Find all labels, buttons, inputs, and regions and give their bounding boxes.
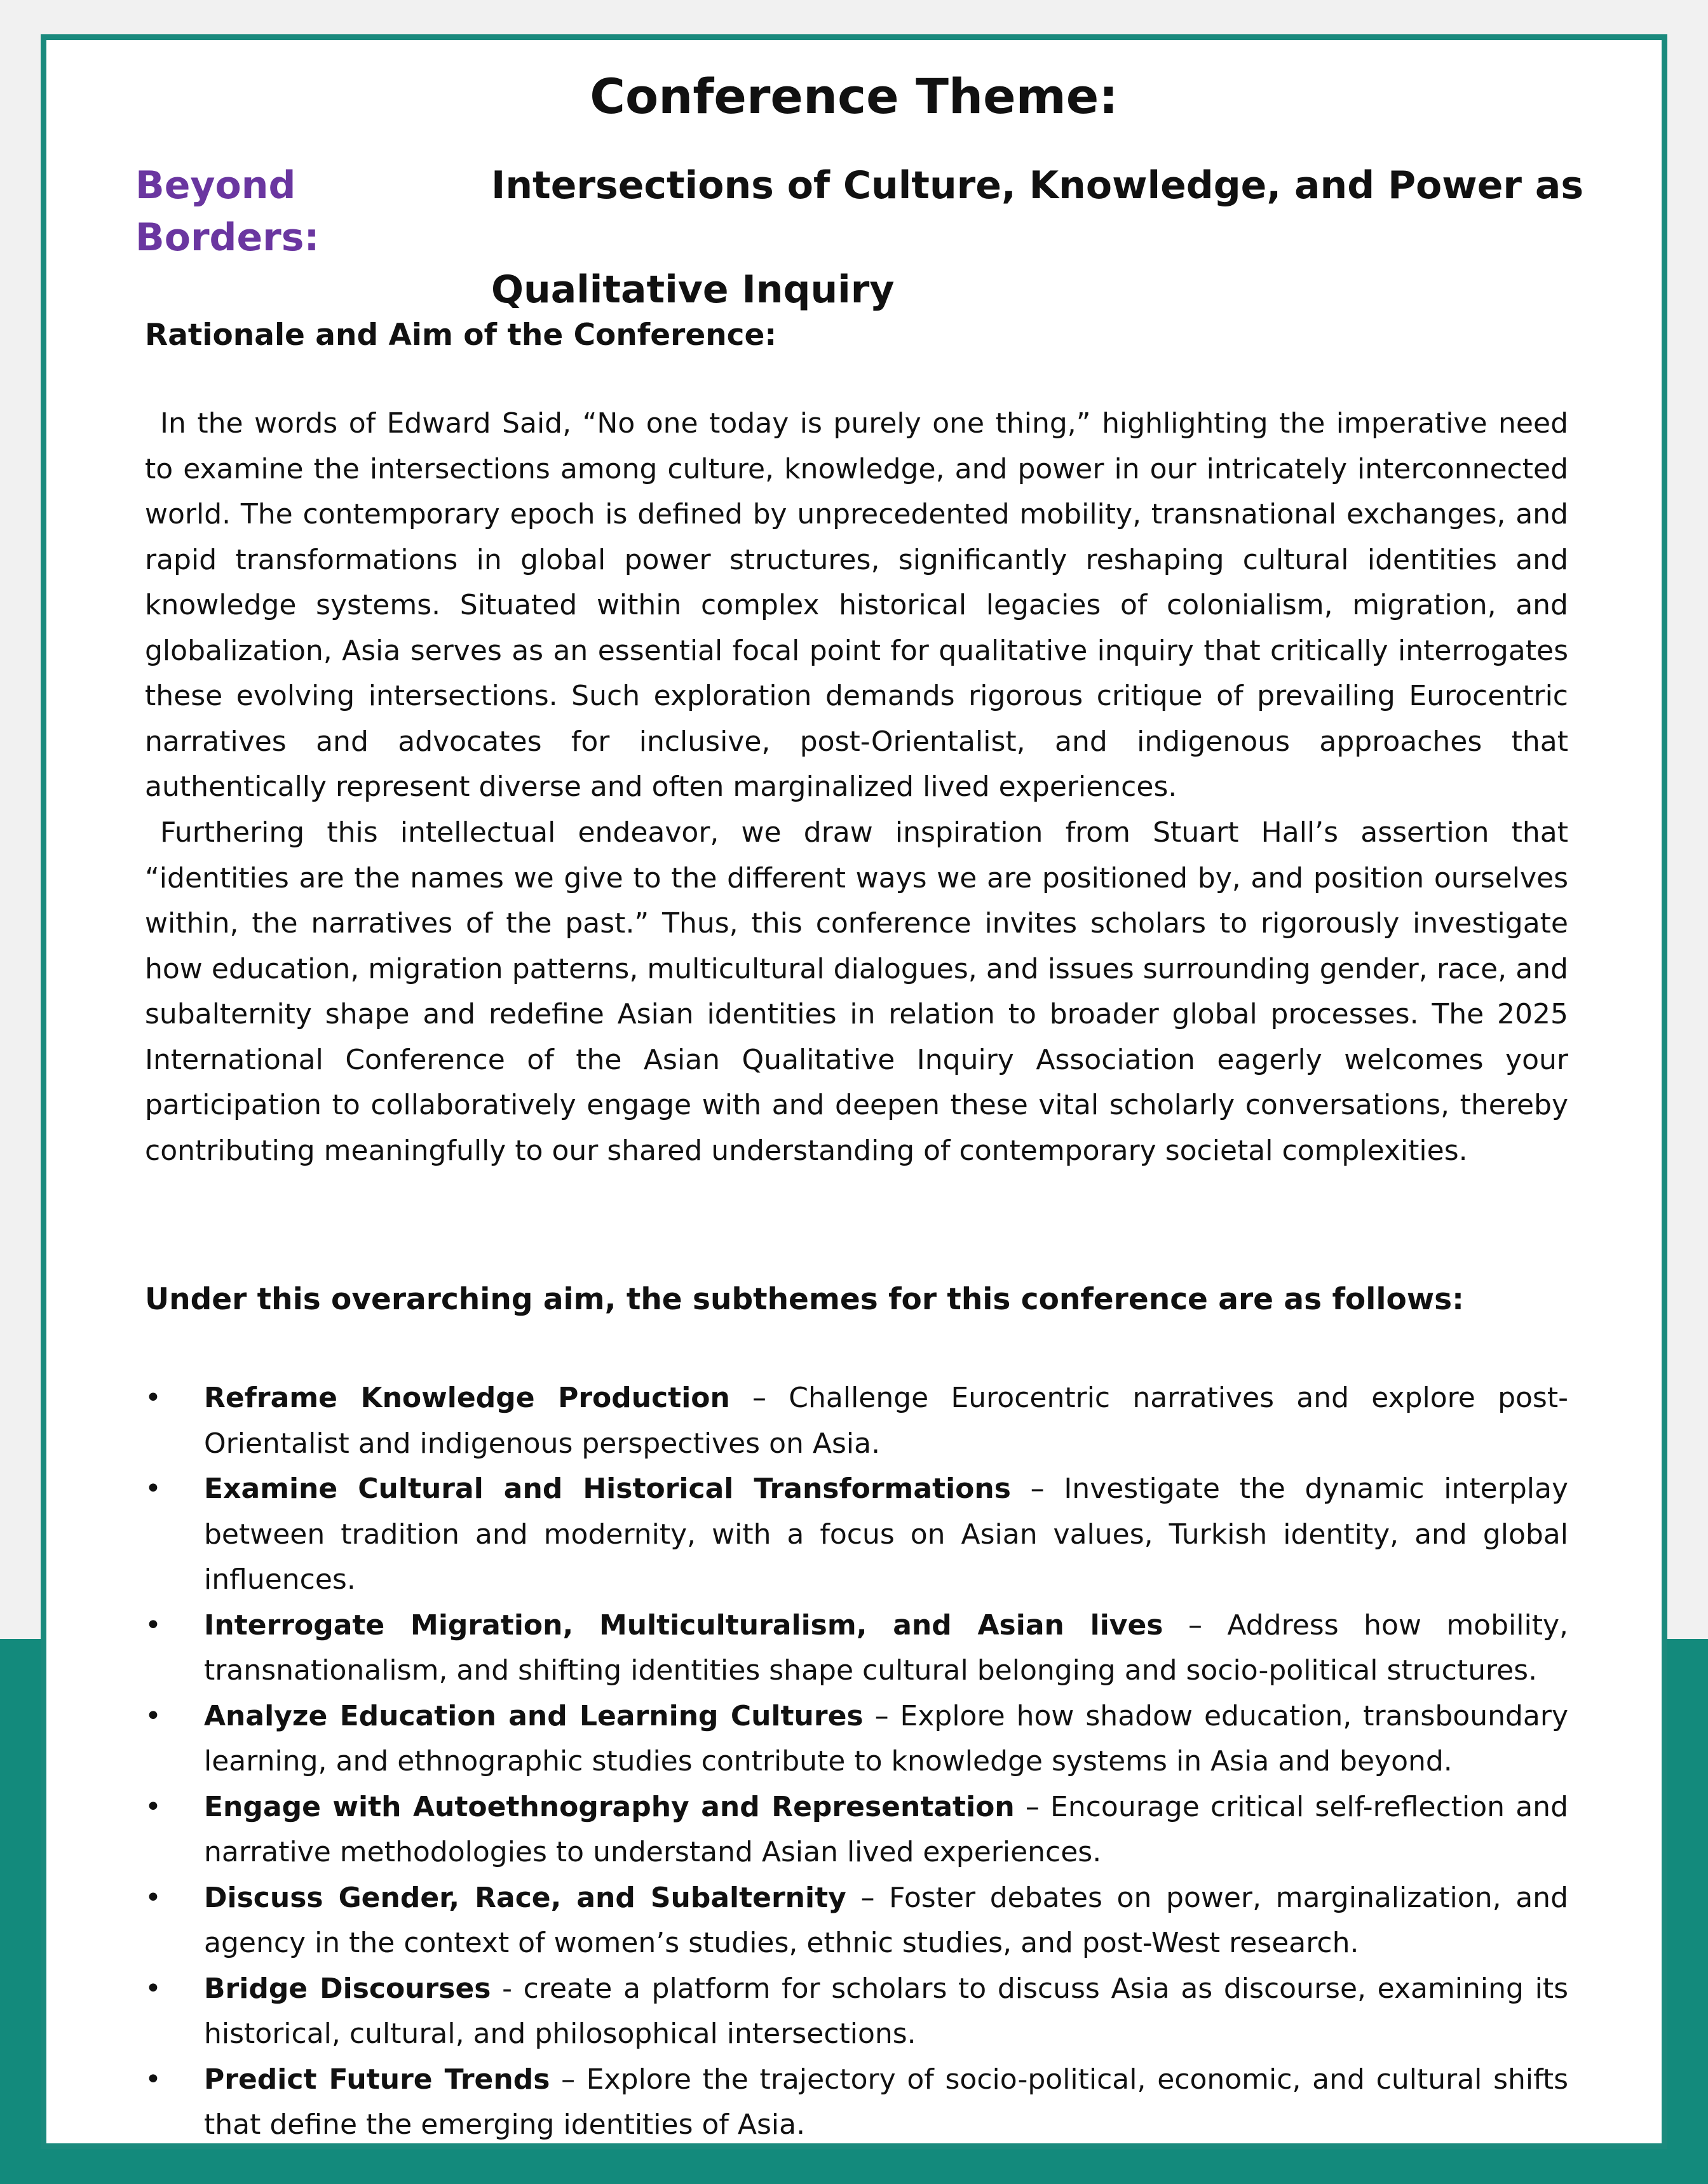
list-item <box>145 1784 1568 1875</box>
subtheme-title: Bridge Discourses <box>204 1972 491 2005</box>
subtheme-title: Reframe Knowledge Production <box>204 1382 730 1414</box>
subtheme-description: – Foster debates on power, marginalization, and agency in the context of women’s studies, ethnic studies, and post-West research. <box>204 1881 1568 1959</box>
subtheme-title: Examine Cultural and Historical Transformations <box>204 1473 1011 1505</box>
bullet-icon: • <box>145 1881 161 1914</box>
subtheme-title: Predict Future Trends <box>204 2063 550 2096</box>
rationale-paragraph-1: In the words of Edward Said, “No one today is purely one thing,” highlighting the imperative need to examine the intersections among culture, knowledge, and power in our intricately interconnected world. The contemporary epoch is defined by unprecedented mobility, transnational exchanges, and rapid transformations in global power structures, significantly reshaping cultural identities and knowledge systems. Situated within complex historical legacies of colonialism, migration, and globalization, Asia serves as an essential focal point for qualitative inquiry that critically interrogates these evolving intersections. Such exploration demands rigorous critique of prevailing Eurocentric narratives and advocates for inclusive, post-Orientalist, and indigenous approaches that authentically represent diverse and often marginalized lived experiences. <box>145 407 1568 803</box>
subtheme-title: Analyze Education and Learning Cultures <box>204 1699 864 1732</box>
subtheme-title: Discuss Gender, Race, and Subalternity <box>204 1881 846 1914</box>
subthemes-heading: Under this overarching aim, the subthemes for this conference are as follows: <box>145 1282 1464 1317</box>
subtheme-description: - create a platform for scholars to discuss Asia as discourse, examining its historical, cultural, and philosophical intersections. <box>204 1972 1569 2050</box>
document-card <box>41 34 1667 2149</box>
rationale-heading: Rationale and Aim of the Conference: <box>145 318 777 353</box>
subtitle-lead: Beyond Borders: <box>135 163 320 260</box>
page-title: Conference Theme: <box>590 68 1118 125</box>
subtitle-line-2: Qualitative Inquiry <box>491 267 895 312</box>
list-item <box>145 1694 1568 1784</box>
bullet-icon: • <box>145 1972 161 2005</box>
list-item <box>145 1466 1568 1603</box>
bullet-icon: • <box>145 1473 161 1505</box>
rationale-paragraph-2: Furthering this intellectual endeavor, we draw inspiration from Stuart Hall’s assertion that “identities are the names we give to the different ways we are positioned by, and position ourselves within, the narratives of the past.” Thus, this conference invites scholars to rigorously investigate how education, migration patterns, multicultural dialogues, and issues surrounding gender, race, and subalternity shape and redefine Asian identities in relation to broader global processes. The 2025 International Conference of the Asian Qualitative Inquiry Association eagerly welcomes your participation to collaboratively engage with and deepen these vital scholarly conversations, thereby contributing meaningfully to our shared understanding of contemporary societal complexities. <box>145 816 1568 1167</box>
conference-subtitle <box>135 159 1597 316</box>
subtheme-description: – Investigate the dynamic interplay between tradition and modernity, with a focus on Asian values, Turkish identity, and global influences. <box>204 1473 1568 1596</box>
list-item <box>145 2057 1568 2148</box>
list-item <box>145 1875 1568 1966</box>
subtheme-description: – Challenge Eurocentric narratives and explore post-Orientalist and indigenous perspectives on Asia. <box>204 1382 1568 1460</box>
subthemes-list <box>145 1375 1568 2148</box>
bullet-icon: • <box>145 1382 161 1414</box>
subtheme-title: Engage with Autoethnography and Representation <box>204 1790 1015 1823</box>
subtheme-description: – Explore how shadow education, transboundary learning, and ethnographic studies contribute to knowledge systems in Asia and beyond. <box>204 1699 1569 1777</box>
subtheme-description: – Encourage critical self-reflection and narrative methodologies to understand Asian lived experiences. <box>204 1790 1568 1868</box>
bullet-icon: • <box>145 1608 161 1641</box>
list-item <box>145 1966 1568 2057</box>
bullet-icon: • <box>145 1790 161 1823</box>
bullet-icon: • <box>145 2063 161 2096</box>
list-item <box>145 1375 1568 1466</box>
subtheme-description: – Address how mobility, transnationalism, and shifting identities shape cultural belonging and socio-political structures. <box>204 1608 1568 1687</box>
subtheme-title: Interrogate Migration, Multiculturalism, and Asian lives <box>204 1608 1163 1641</box>
list-item <box>145 1603 1568 1694</box>
subtheme-description: – Explore the trajectory of socio-political, economic, and cultural shifts that define the emerging identities of Asia. <box>204 2063 1569 2141</box>
subtitle-line-1: Intersections of Culture, Knowledge, and Power as <box>491 163 1584 208</box>
bullet-icon: • <box>145 1699 161 1732</box>
